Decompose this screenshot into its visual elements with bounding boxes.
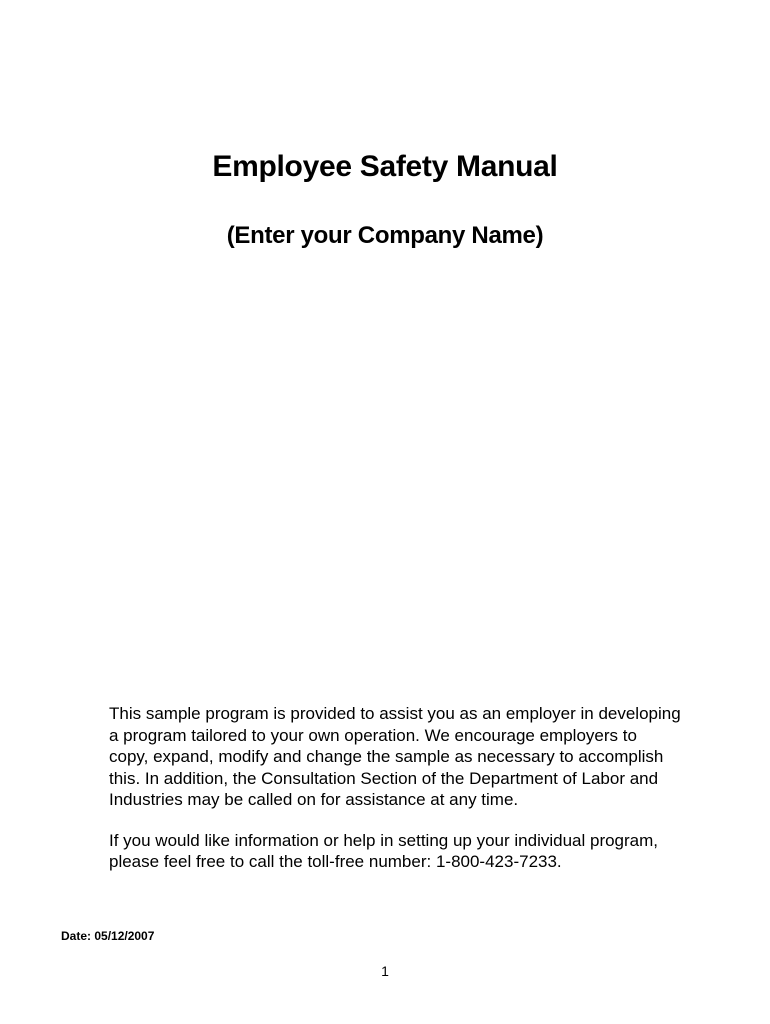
document-title: Employee Safety Manual (212, 150, 558, 183)
paragraph-line: this. In addition, the Consultation Section of the Department of Labor and (109, 768, 659, 788)
intro-paragraph (109, 703, 719, 811)
body-text (109, 703, 719, 873)
paragraph-line: copy, expand, modify and change the sample as necessary to accomplish (109, 747, 664, 766)
document-date: Date: 05/12/2007 (61, 929, 155, 943)
paragraph-line: This sample program is provided to assist you as an employer in developing (109, 704, 681, 723)
paragraph-line: Industries may be called on for assistance at any time. (109, 790, 519, 809)
paragraph-line: please feel free to call the toll-free number: 1-800-423-7233. (109, 852, 562, 871)
contact-paragraph (109, 830, 719, 873)
paragraph-line: If you would like information or help in setting up your individual program, (109, 830, 659, 850)
paragraph-line: a program tailored to your own operation. We encourage employers to (109, 725, 637, 745)
page-number: 1 (381, 963, 389, 979)
company-name-placeholder: (Enter your Company Name) (226, 222, 544, 249)
